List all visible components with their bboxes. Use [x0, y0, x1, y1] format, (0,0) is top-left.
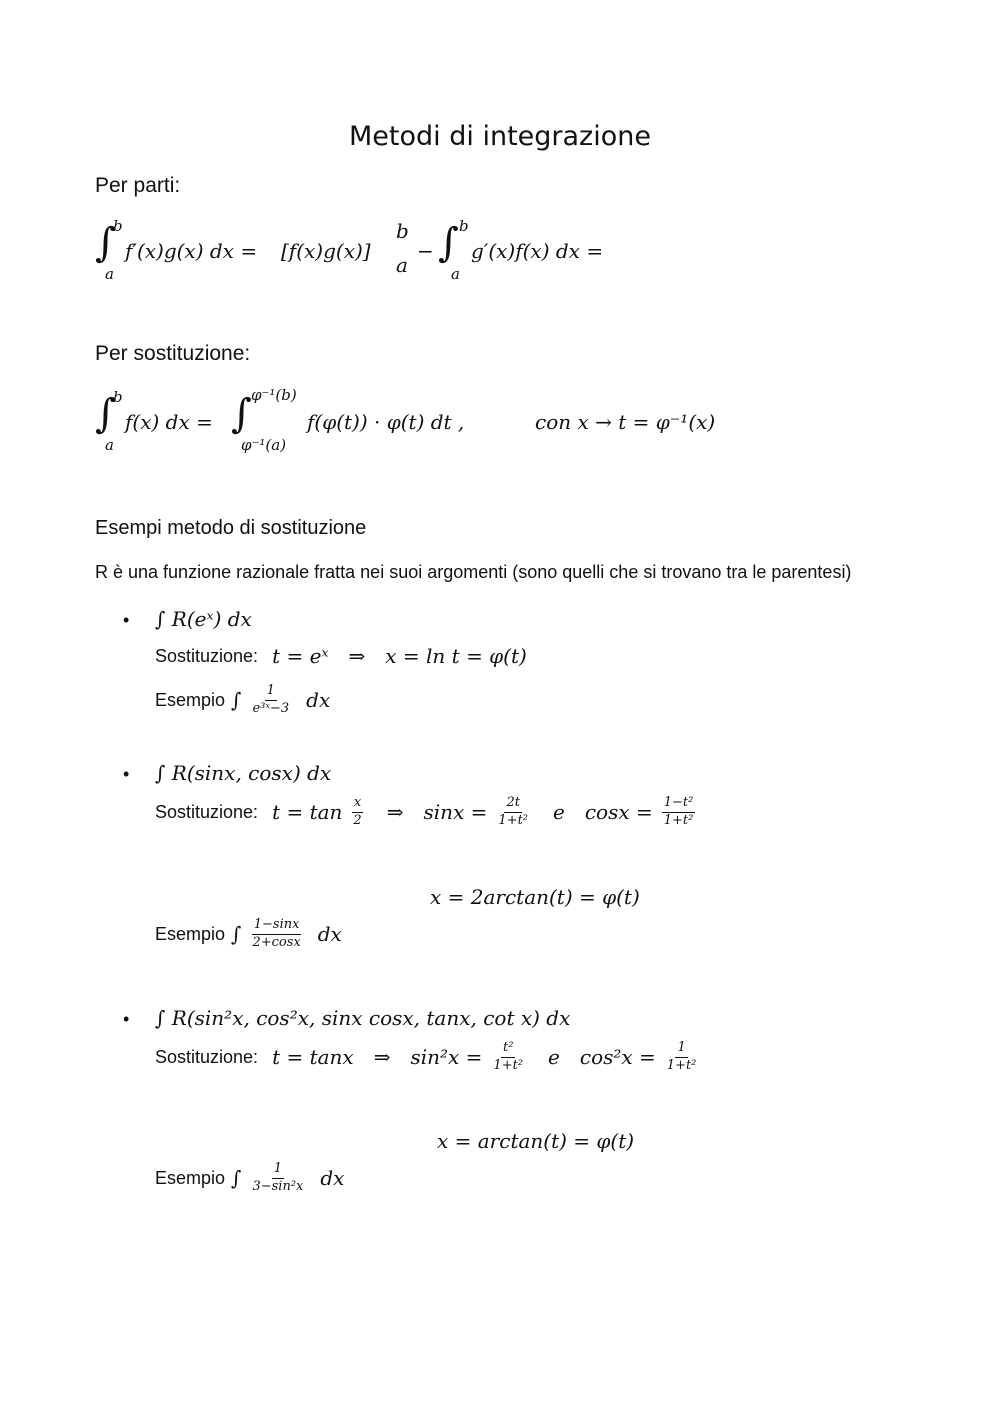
example-label: Esempio	[155, 923, 226, 944]
section-heading-per-parti: Per parti:	[95, 174, 181, 197]
integral-sign: ∫	[231, 1166, 242, 1191]
integral-upper-limit: b	[113, 388, 123, 406]
fraction-numerator: 1−sinx	[252, 918, 302, 935]
substitution-line	[155, 796, 698, 829]
minus-sign: −	[417, 239, 434, 263]
cos-substitution: cosx =	[584, 800, 653, 825]
integral-lower-limit: a	[451, 265, 460, 283]
sin2-fraction	[491, 1041, 525, 1074]
implies-arrow: ⇒	[348, 644, 366, 668]
page-title: Metodi di integrazione	[349, 121, 651, 152]
intro-text: R è una funzione razionale fratta nei suoi argomenti (sono quelli che si trovano tra le parentesi)	[95, 562, 852, 582]
formula-bracket: [f(x)g(x)]	[281, 239, 371, 263]
example-fraction	[250, 1162, 305, 1195]
sin-substitution: sinx =	[423, 800, 488, 825]
integral-form: ∫ R(sin²x, cos²x, sinx cosx, tanx, cot x) dx	[155, 1006, 571, 1030]
substitution-label: Sostituzione:	[155, 801, 259, 822]
example-fraction	[250, 684, 291, 717]
integral-lower-limit: a	[105, 436, 114, 454]
formula-lhs: f(x) dx =	[125, 410, 213, 434]
sin-fraction	[496, 796, 530, 829]
example-dx: dx	[306, 688, 331, 713]
fraction-denominator: 3−sin²x	[252, 1178, 304, 1194]
integral-lower-limit: φ⁻¹(a)	[241, 436, 287, 454]
fraction-numerator: 2t	[504, 796, 522, 813]
example-dx: dx	[317, 922, 342, 947]
integral-sign: ∫	[231, 688, 242, 713]
formula-per-parti	[95, 215, 795, 290]
fraction-denominator: 2+cosx	[252, 934, 301, 950]
substitution-t: t = tan	[272, 800, 343, 825]
x-equation: x = arctan(t) = φ(t)	[437, 1129, 635, 1153]
bullet: •	[123, 1009, 130, 1029]
fraction-denominator: 1+t²	[498, 812, 529, 828]
bullet: •	[123, 764, 130, 784]
formula-per-sostituzione	[95, 384, 855, 464]
fraction-denominator: 1+t²	[493, 1057, 524, 1073]
fraction-denominator: e³ˣ−3	[252, 700, 290, 716]
section-heading-per-sostituzione: Per sostituzione:	[95, 342, 251, 365]
substitution-t: t = eˣ	[272, 644, 329, 668]
example-line	[155, 918, 342, 951]
integral-form: ∫ R(sinx, cosx) dx	[155, 761, 332, 785]
fraction-denominator: 2	[353, 812, 362, 828]
integral-form: ∫ R(eˣ) dx	[155, 607, 252, 631]
example-label: Esempio	[155, 1167, 226, 1188]
fraction-numerator: t²	[501, 1041, 515, 1058]
integral-sign: ∫	[438, 220, 459, 266]
integral-lower-limit: a	[105, 265, 114, 283]
section-heading-esempi: Esempi metodo di sostituzione	[95, 517, 367, 539]
x-equation: x = 2arctan(t) = φ(t)	[430, 885, 640, 909]
fraction-numerator: 1−t²	[662, 796, 696, 813]
fraction-numerator: x	[352, 796, 363, 813]
conjunction: e	[548, 1045, 560, 1070]
fraction-numerator: 1	[265, 684, 277, 701]
integral-sign: ∫	[231, 391, 252, 437]
substitution-x: x = ln t = φ(t)	[385, 644, 527, 668]
cos2-fraction	[665, 1041, 699, 1074]
fraction-denominator: 1+t²	[666, 1057, 697, 1073]
formula-condition: con x → t = φ⁻¹(x)	[535, 410, 716, 434]
integral-upper-limit: b	[459, 217, 469, 235]
substitution-line	[155, 1041, 701, 1074]
cos-fraction	[662, 796, 696, 829]
conjunction: e	[553, 800, 565, 825]
fraction-numerator: 1	[675, 1041, 687, 1058]
cos2-substitution: cos²x =	[579, 1045, 656, 1070]
formula-lhs: f′(x)g(x) dx =	[125, 239, 258, 263]
example-fraction	[250, 918, 302, 951]
example-dx: dx	[320, 1166, 345, 1191]
bullet: •	[123, 610, 130, 630]
integral-sign: ∫	[95, 391, 116, 437]
bracket-lower-limit: a	[396, 253, 408, 277]
substitution-t: t = tanx	[272, 1045, 354, 1070]
formula-integrand: f(φ(t)) · φ(t) dt ,	[307, 410, 465, 434]
example-line	[155, 684, 330, 717]
integral-upper-limit: φ⁻¹(b)	[251, 386, 297, 404]
tan-fraction	[351, 796, 363, 829]
substitution-label: Sostituzione:	[155, 645, 259, 666]
implies-arrow: ⇒	[373, 1045, 391, 1070]
integral-sign: ∫	[95, 220, 116, 266]
substitution-line	[155, 644, 527, 668]
example-line	[155, 1162, 344, 1195]
formula-rhs: g′(x)f(x) dx =	[471, 239, 604, 263]
implies-arrow: ⇒	[386, 800, 404, 825]
bracket-upper-limit: b	[396, 219, 409, 243]
integral-sign: ∫	[231, 922, 242, 947]
substitution-label: Sostituzione:	[155, 1046, 259, 1067]
fraction-denominator: 1+t²	[663, 812, 694, 828]
sin2-substitution: sin²x =	[410, 1045, 483, 1070]
example-label: Esempio	[155, 689, 226, 710]
fraction-numerator: 1	[272, 1162, 284, 1179]
integral-upper-limit: b	[113, 217, 123, 235]
